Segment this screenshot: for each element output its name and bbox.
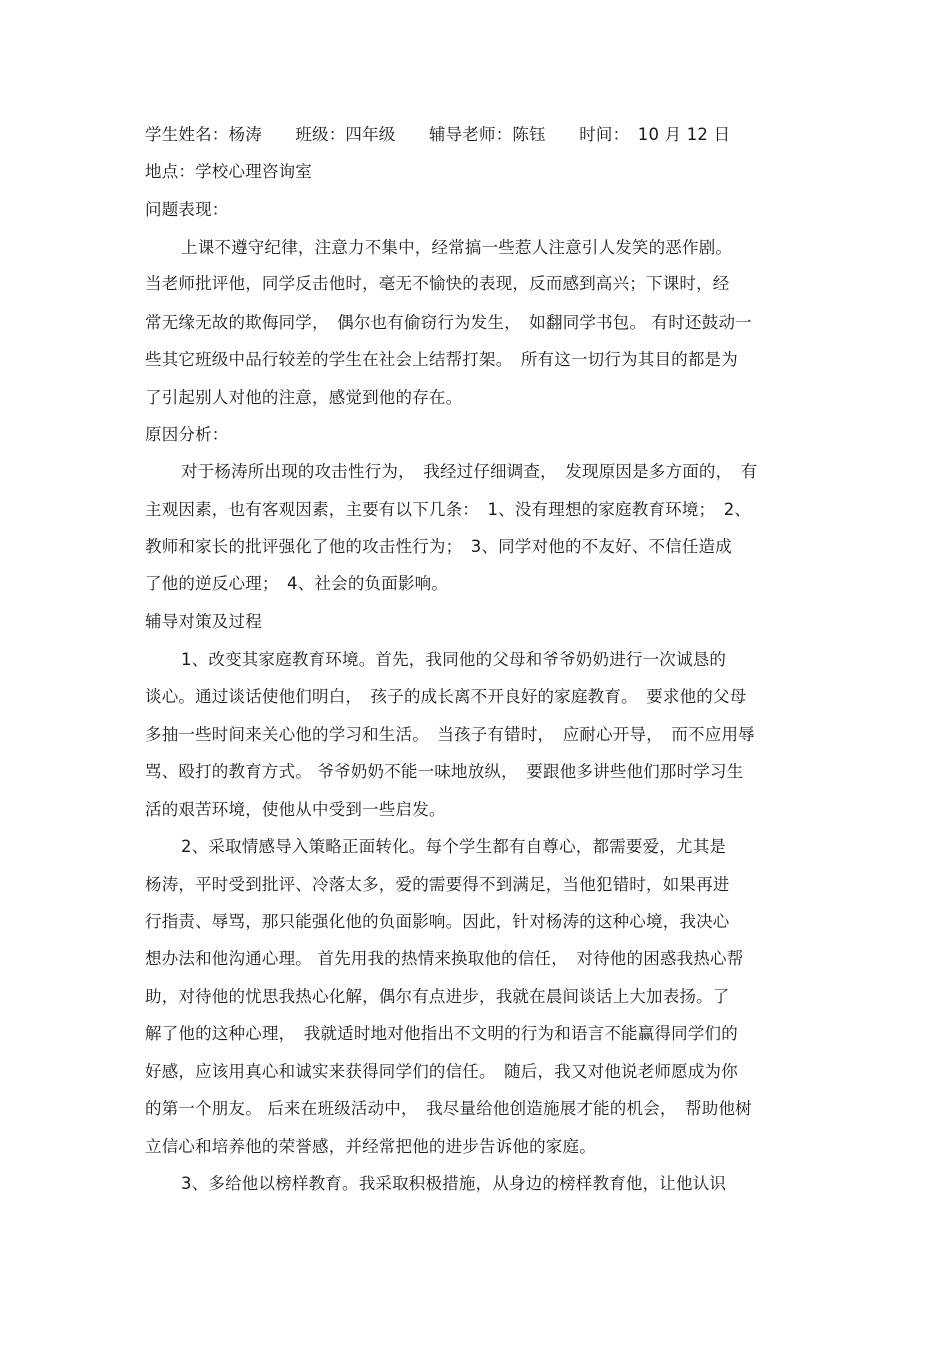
strategy-p1-line: 骂、殴打的教育方式。 爷爷奶奶不能一味地放纵， 要跟他多讲些他们那时学习生 xyxy=(145,762,744,781)
strategy-p2-line: 立信心和培养他的荣誉感，并经常把他的进步告诉他的家庭。 xyxy=(145,1137,596,1156)
cause-line: 了他的逆反心理； 4、社会的负面影响。 xyxy=(145,574,449,593)
strategy-p3-line: 3、多给他以榜样教育。我采取积极措施，从身边的榜样教育他，让他认识 xyxy=(181,1174,727,1193)
cause-line: 主观因素，也有客观因素，主要有以下几条： 1、没有理想的家庭教育环境； 2、 xyxy=(145,500,752,519)
problem-line: 常无缘无故的欺侮同学， 偶尔也有偷窃行为发生， 如翻同学书包。 有时还鼓动一 xyxy=(145,313,752,332)
problem-line: 当老师批评他，同学反击他时，毫无不愉快的表现，反而感到高兴；下课时，经 xyxy=(145,274,730,293)
strategy-p2-line: 助，对待他的忧思我热心化解，偶尔有点进步，我就在晨间谈话上大加表扬。了 xyxy=(145,987,730,1006)
problem-line: 上课不遵守纪律，注意力不集中，经常搞一些惹人注意引人发笑的恶作剧。 xyxy=(181,238,733,257)
problem-line: 了引起别人对他的注意，感觉到他的存在。 xyxy=(145,388,463,407)
strategy-p2-line: 解了他的这种心理， 我就适时地对他指出不文明的行为和语言不能赢得同学们的 xyxy=(145,1024,738,1043)
strategy-p2-line: 想办法和他沟通心理。 首先用我的热情来换取他的信任， 对待他的困惑我热心帮 xyxy=(145,949,744,968)
strategy-heading: 辅导对策及过程 xyxy=(145,612,262,631)
cause-line: 教师和家长的批评强化了他的攻击性行为； 3、同学对他的不友好、不信任造成 xyxy=(145,537,732,556)
strategy-p2-line: 好感，应该用真心和诚实来获得同学们的信任。 随后，我又对他说老师愿成为你 xyxy=(145,1062,738,1081)
strategy-p1-line: 1、改变其家庭教育环境。首先，我同他的父母和爷爷奶奶进行一次诚恳的 xyxy=(181,650,727,669)
strategy-p1-line: 活的艰苦环境，使他从中受到一些启发。 xyxy=(145,800,446,819)
strategy-p2-line: 2、采取情感导入策略正面转化。每个学生都有自尊心，都需要爱，尤其是 xyxy=(181,837,727,856)
strategy-p2-line: 行指责、辱骂，那只能强化他的负面影响。因此，针对杨涛的这种心境，我决心 xyxy=(145,912,730,931)
strategy-p1-line: 多抽一些时间来关心他的学习和生活。 当孩子有错时， 应耐心开导， 而不应用辱 xyxy=(145,725,755,744)
student-info-line: 学生姓名：杨涛 班级：四年级 辅导老师：陈钰 时间： 10 月 12 日 xyxy=(145,125,731,144)
cause-line: 对于杨涛所出现的攻击性行为， 我经过仔细调查， 发现原因是多方面的， 有 xyxy=(181,462,758,481)
strategy-p1-line: 谈心。通过谈话使他们明白， 孩子的成长离不开良好的家庭教育。 要求他的父母 xyxy=(145,687,747,706)
cause-heading: 原因分析： xyxy=(145,425,229,444)
problem-line: 些其它班级中品行较差的学生在社会上结帮打架。 所有这一切行为其目的都是为 xyxy=(145,350,738,369)
strategy-p2-line: 杨涛，平时受到批评、冷落太多，爱的需要得不到满足，当他犯错时，如果再进 xyxy=(145,875,730,894)
location-line: 地点：学校心理咨询室 xyxy=(145,162,312,181)
problem-heading: 问题表现： xyxy=(145,200,229,219)
strategy-p2-line: 的第一个朋友。 后来在班级活动中， 我尽量给他创造施展才能的机会， 帮助他树 xyxy=(145,1099,752,1118)
